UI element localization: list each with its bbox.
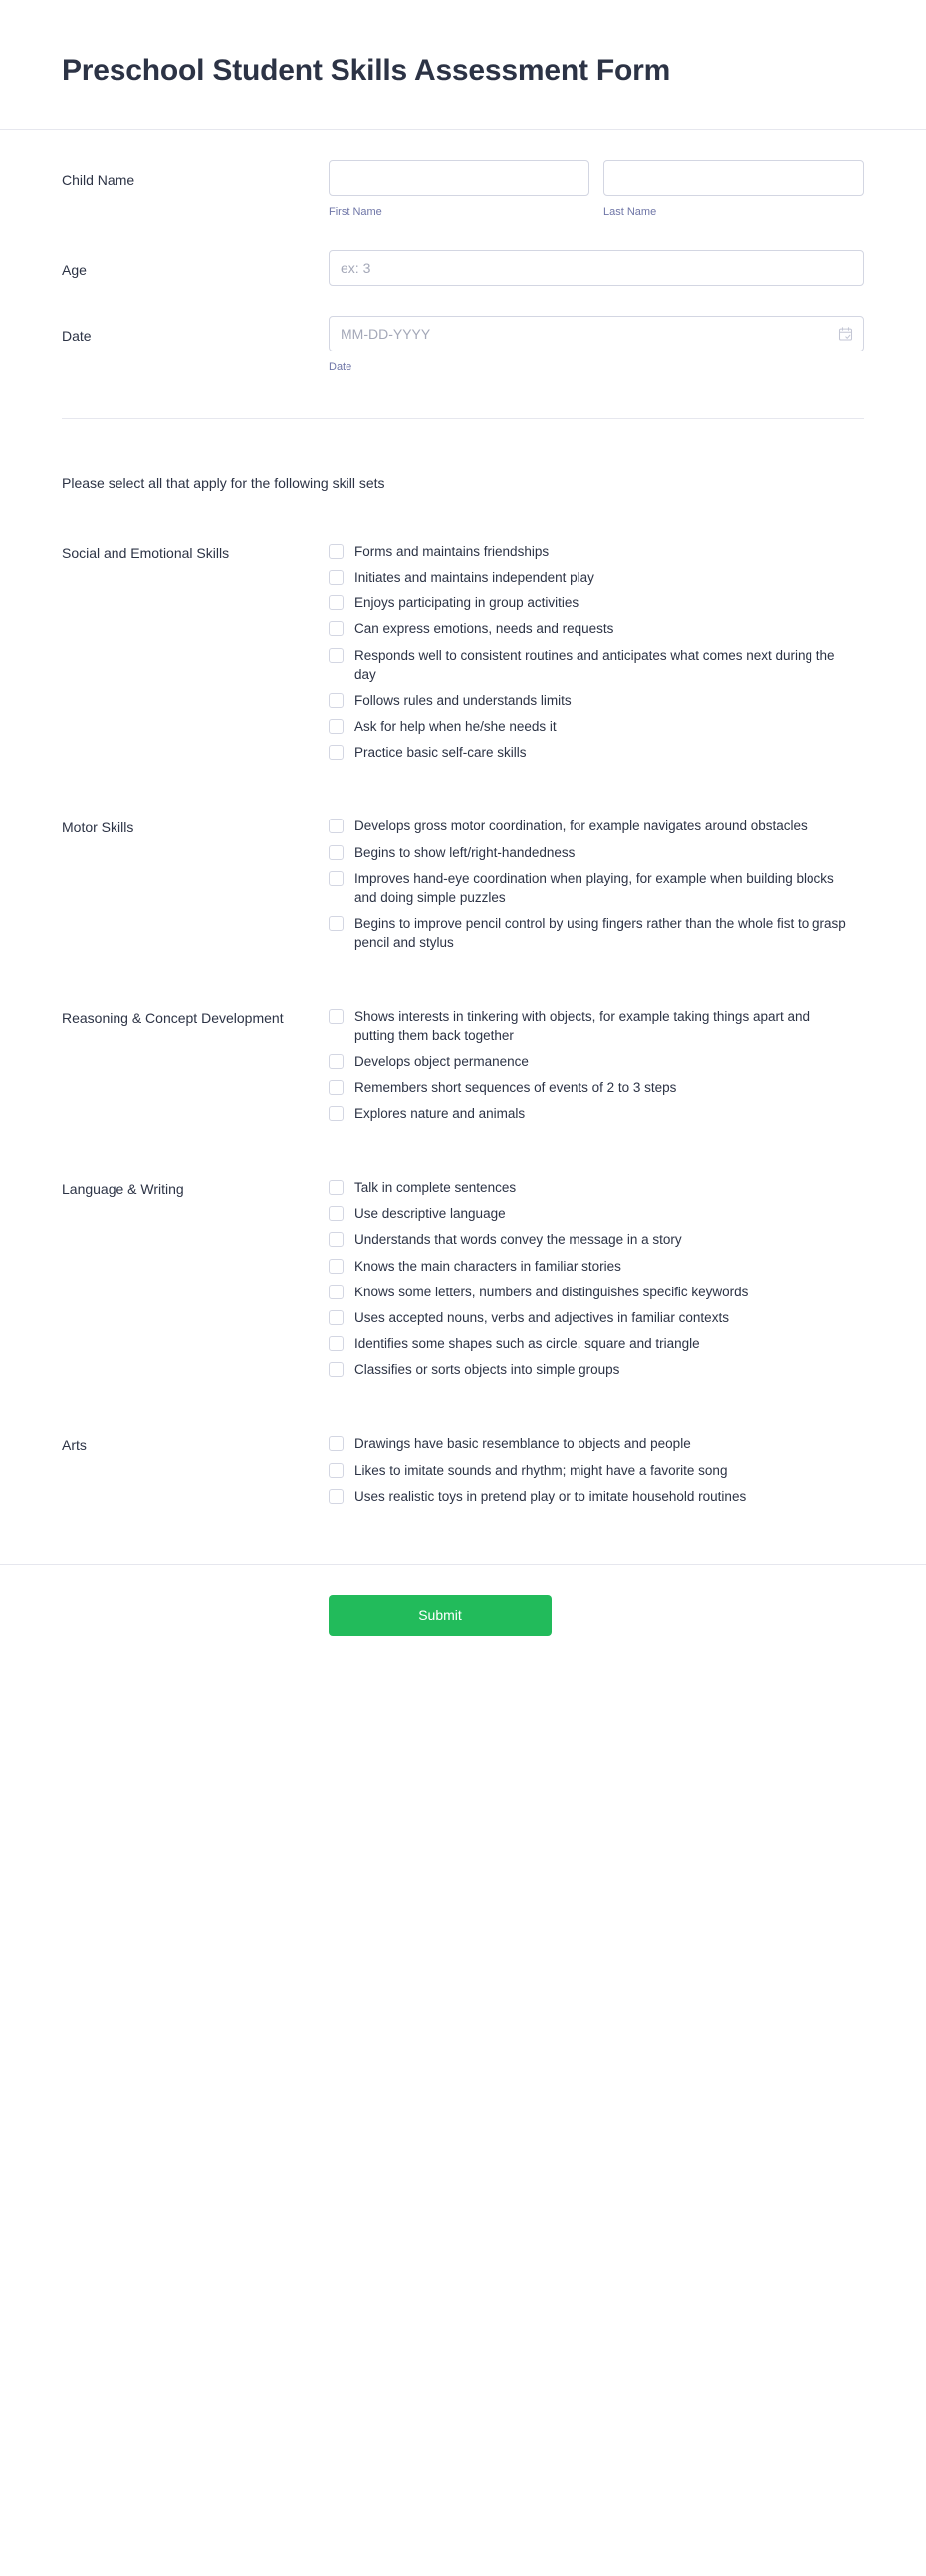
checkbox-input[interactable]	[329, 1436, 344, 1451]
first-name-input[interactable]	[329, 160, 589, 196]
skill-group-options	[329, 1434, 846, 1512]
checkbox-label: Initiates and maintains independent play	[354, 570, 594, 585]
checkbox-option[interactable]	[329, 1334, 846, 1360]
checkbox-label: Classifies or sorts objects into simple groups	[354, 1362, 620, 1378]
date-input-wrap	[329, 316, 864, 351]
checkbox-label: Identifies some shapes such as circle, square and triangle	[354, 1336, 700, 1352]
checkbox-label: Shows interests in tinkering with objects, for example taking things apart and putting them back together	[354, 1009, 810, 1044]
checkbox-input[interactable]	[329, 1463, 344, 1478]
form-footer	[0, 1565, 926, 1672]
checkbox-option[interactable]	[329, 914, 846, 959]
field-age	[62, 220, 864, 286]
page-title: Preschool Student Skills Assessment Form	[62, 54, 671, 87]
checkbox-input[interactable]	[329, 693, 344, 708]
skill-group-label: Social and Emotional Skills	[62, 544, 230, 561]
checkbox-input[interactable]	[329, 916, 344, 931]
checkbox-input[interactable]	[329, 595, 344, 610]
checkbox-input[interactable]	[329, 1285, 344, 1299]
age-label: Age	[62, 261, 87, 278]
checkbox-input[interactable]	[329, 570, 344, 585]
form-header	[0, 0, 926, 129]
checkbox-label: Likes to imitate sounds and rhythm; might have a favorite song	[354, 1462, 728, 1478]
skill-groups	[62, 494, 864, 1513]
checkbox-input[interactable]	[329, 1180, 344, 1195]
checkbox-option[interactable]	[329, 1104, 846, 1130]
checkbox-input[interactable]	[329, 719, 344, 734]
field-date	[62, 286, 864, 374]
checkbox-input[interactable]	[329, 1009, 344, 1024]
skill-group	[62, 494, 864, 769]
checkbox-input[interactable]	[329, 745, 344, 760]
checkbox-label: Can express emotions, needs and requests	[354, 621, 614, 637]
last-name-sublabel: Last Name	[603, 206, 657, 219]
checkbox-input[interactable]	[329, 845, 344, 860]
form-body	[0, 130, 926, 1512]
checkbox-label: Talk in complete sentences	[354, 1180, 517, 1196]
checkbox-option[interactable]	[329, 542, 846, 568]
checkbox-option[interactable]	[329, 593, 846, 619]
checkbox-input[interactable]	[329, 1106, 344, 1121]
skill-group-label: Arts	[62, 1437, 87, 1454]
checkbox-input[interactable]	[329, 1206, 344, 1221]
checkbox-option[interactable]	[329, 1461, 846, 1487]
child-name-label: Child Name	[62, 172, 135, 189]
checkbox-label: Remembers short sequences of events of 2 to 3 steps	[354, 1079, 677, 1095]
checkbox-option[interactable]	[329, 1434, 846, 1460]
checkbox-input[interactable]	[329, 544, 344, 559]
date-input[interactable]	[329, 316, 864, 351]
checkbox-label: Drawings have basic resemblance to objects and people	[354, 1436, 691, 1452]
footer-spacer	[62, 1595, 329, 1636]
date-sublabel: Date	[329, 360, 352, 373]
checkbox-input[interactable]	[329, 1489, 344, 1504]
checkbox-option[interactable]	[329, 1308, 846, 1334]
checkbox-option[interactable]	[329, 1178, 846, 1204]
checkbox-option[interactable]	[329, 646, 846, 691]
checkbox-label: Knows some letters, numbers and distinguishes specific keywords	[354, 1284, 749, 1299]
instruction-text: Please select all that apply for the following skill sets	[62, 474, 385, 491]
skill-group	[62, 769, 864, 959]
checkbox-input[interactable]	[329, 621, 344, 636]
skill-group-label: Motor Skills	[62, 820, 134, 836]
checkbox-option[interactable]	[329, 717, 846, 743]
checkbox-option[interactable]	[329, 1257, 846, 1283]
checkbox-label: Enjoys participating in group activities	[354, 595, 579, 611]
last-name-input[interactable]	[603, 160, 864, 196]
skill-group	[62, 1130, 864, 1386]
checkbox-label: Knows the main characters in familiar stories	[354, 1258, 621, 1274]
skill-group-label: Reasoning & Concept Development	[62, 1010, 284, 1027]
checkbox-label: Responds well to consistent routines and anticipates what comes next during the day	[354, 647, 835, 682]
checkbox-label: Practice basic self-care skills	[354, 745, 527, 761]
checkbox-label: Uses realistic toys in pretend play or to imitate household routines	[354, 1488, 747, 1504]
checkbox-label: Forms and maintains friendships	[354, 543, 550, 559]
skill-group-options	[329, 542, 846, 769]
checkbox-label: Begins to improve pencil control by using fingers rather than the whole fist to grasp pencil and stylus	[354, 916, 846, 951]
checkbox-input[interactable]	[329, 871, 344, 886]
first-name-sublabel: First Name	[329, 206, 382, 219]
checkbox-label: Improves hand-eye coordination when playing, for example when building blocks and doing simple puzzles	[354, 870, 834, 905]
checkbox-option[interactable]	[329, 1487, 846, 1513]
checkbox-label: Develops object permanence	[354, 1054, 529, 1069]
checkbox-option[interactable]	[329, 1053, 846, 1078]
checkbox-option[interactable]	[329, 568, 846, 593]
skill-group-options	[329, 817, 846, 959]
skill-group-label: Language & Writing	[62, 1181, 184, 1198]
checkbox-input[interactable]	[329, 1054, 344, 1069]
checkbox-input[interactable]	[329, 819, 344, 833]
first-name-wrap	[329, 160, 589, 219]
checkbox-input[interactable]	[329, 1259, 344, 1274]
checkbox-input[interactable]	[329, 648, 344, 663]
checkbox-label: Develops gross motor coordination, for example navigates around obstacles	[354, 819, 808, 834]
checkbox-input[interactable]	[329, 1362, 344, 1377]
checkbox-option[interactable]	[329, 1078, 846, 1104]
submit-button[interactable]: Submit	[329, 1595, 552, 1636]
age-control	[329, 250, 864, 286]
checkbox-option[interactable]	[329, 1283, 846, 1308]
checkbox-option[interactable]	[329, 1230, 846, 1256]
checkbox-label: Understands that words convey the message in a story	[354, 1232, 682, 1248]
skill-group-options	[329, 1178, 846, 1386]
checkbox-option[interactable]	[329, 843, 846, 869]
child-name-control	[329, 160, 864, 219]
checkbox-label: Ask for help when he/she needs it	[354, 719, 557, 735]
checkbox-option[interactable]	[329, 743, 846, 769]
checkbox-option[interactable]	[329, 869, 846, 914]
checkbox-label: Use descriptive language	[354, 1206, 506, 1222]
name-input-group	[329, 160, 864, 219]
checkbox-input[interactable]	[329, 1336, 344, 1351]
checkbox-option[interactable]	[329, 1360, 846, 1386]
checkbox-label: Uses accepted nouns, verbs and adjectives in familiar contexts	[354, 1309, 729, 1325]
checkbox-option[interactable]	[329, 619, 846, 645]
age-input[interactable]	[329, 250, 864, 286]
skill-group	[62, 959, 864, 1130]
checkbox-label: Explores nature and animals	[354, 1105, 526, 1121]
checkbox-input[interactable]	[329, 1310, 344, 1325]
checkbox-label: Follows rules and understands limits	[354, 692, 572, 708]
checkbox-option[interactable]	[329, 691, 846, 717]
skill-group	[62, 1386, 864, 1512]
checkbox-option[interactable]	[329, 1007, 846, 1052]
checkbox-option[interactable]	[329, 1204, 846, 1230]
checkbox-option[interactable]	[329, 817, 846, 842]
field-child-name	[62, 130, 864, 219]
skill-group-options	[329, 1007, 846, 1130]
last-name-wrap	[603, 160, 864, 219]
date-control	[329, 316, 864, 374]
checkbox-label: Begins to show left/right-handedness	[354, 844, 576, 860]
checkbox-input[interactable]	[329, 1232, 344, 1247]
date-label: Date	[62, 327, 92, 344]
checkbox-input[interactable]	[329, 1080, 344, 1095]
